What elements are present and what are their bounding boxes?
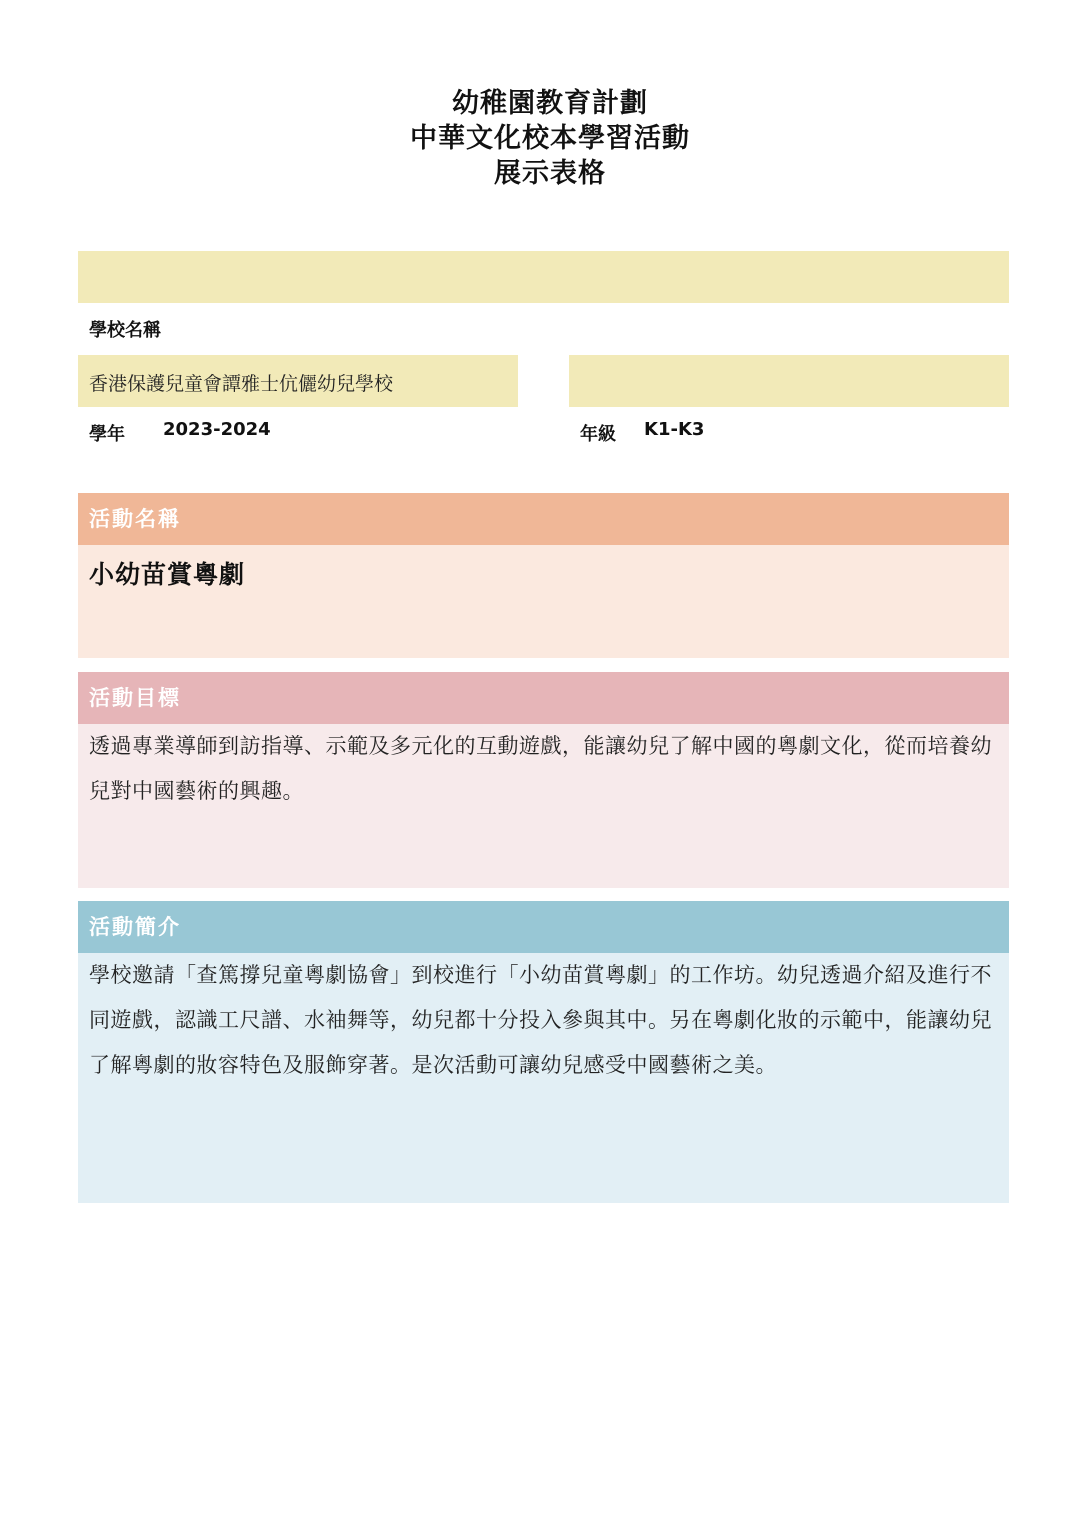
grade-label: 年級 [580,424,616,445]
school-name-label: 學校名稱 [89,320,161,341]
school-name-value: 香港保護兒童會譚雅士伉儷幼兒學校 [89,373,394,395]
school-name-field [78,355,518,407]
title-line-2: 中華文化校本學習活動 [410,123,690,154]
title-line-3: 展示表格 [494,158,606,189]
year-value: 2023-2024 [163,419,271,440]
title-line-1: 幼稚園教育計劃 [452,88,648,119]
intro-text: 學校邀請「查篤撐兒童粵劇協會」到校進行「小幼苗賞粵劇」的工作坊。幼兒透過介紹及進行不同遊戲，認識工尺譜、水袖舞等，幼兒都十分投入參與其中。另在粵劇化妝的示範中，能讓幼兒了解粵劇的妝容特色及服飾穿著。是次活動可讓幼兒感受中國藝術之美。 [89,963,992,1077]
blank-yellow-field [569,355,1009,407]
grade-value: K1-K3 [644,419,705,440]
activity-name-body [78,545,1009,658]
objective-body [78,724,1009,888]
intro-heading: 活動簡介 [78,901,1009,953]
intro-body [78,953,1009,1203]
top-yellow-bar [78,251,1009,303]
activity-name-heading: 活動名稱 [78,493,1009,545]
objective-text: 透過專業導師到訪指導、示範及多元化的互動遊戲，能讓幼兒了解中國的粵劇文化，從而培養幼兒對中國藝術的興趣。 [89,734,992,803]
year-label: 學年 [89,424,125,445]
activity-name-value: 小幼苗賞粵劇 [89,560,246,589]
form-title [0,86,1086,191]
objective-heading: 活動目標 [78,672,1009,724]
